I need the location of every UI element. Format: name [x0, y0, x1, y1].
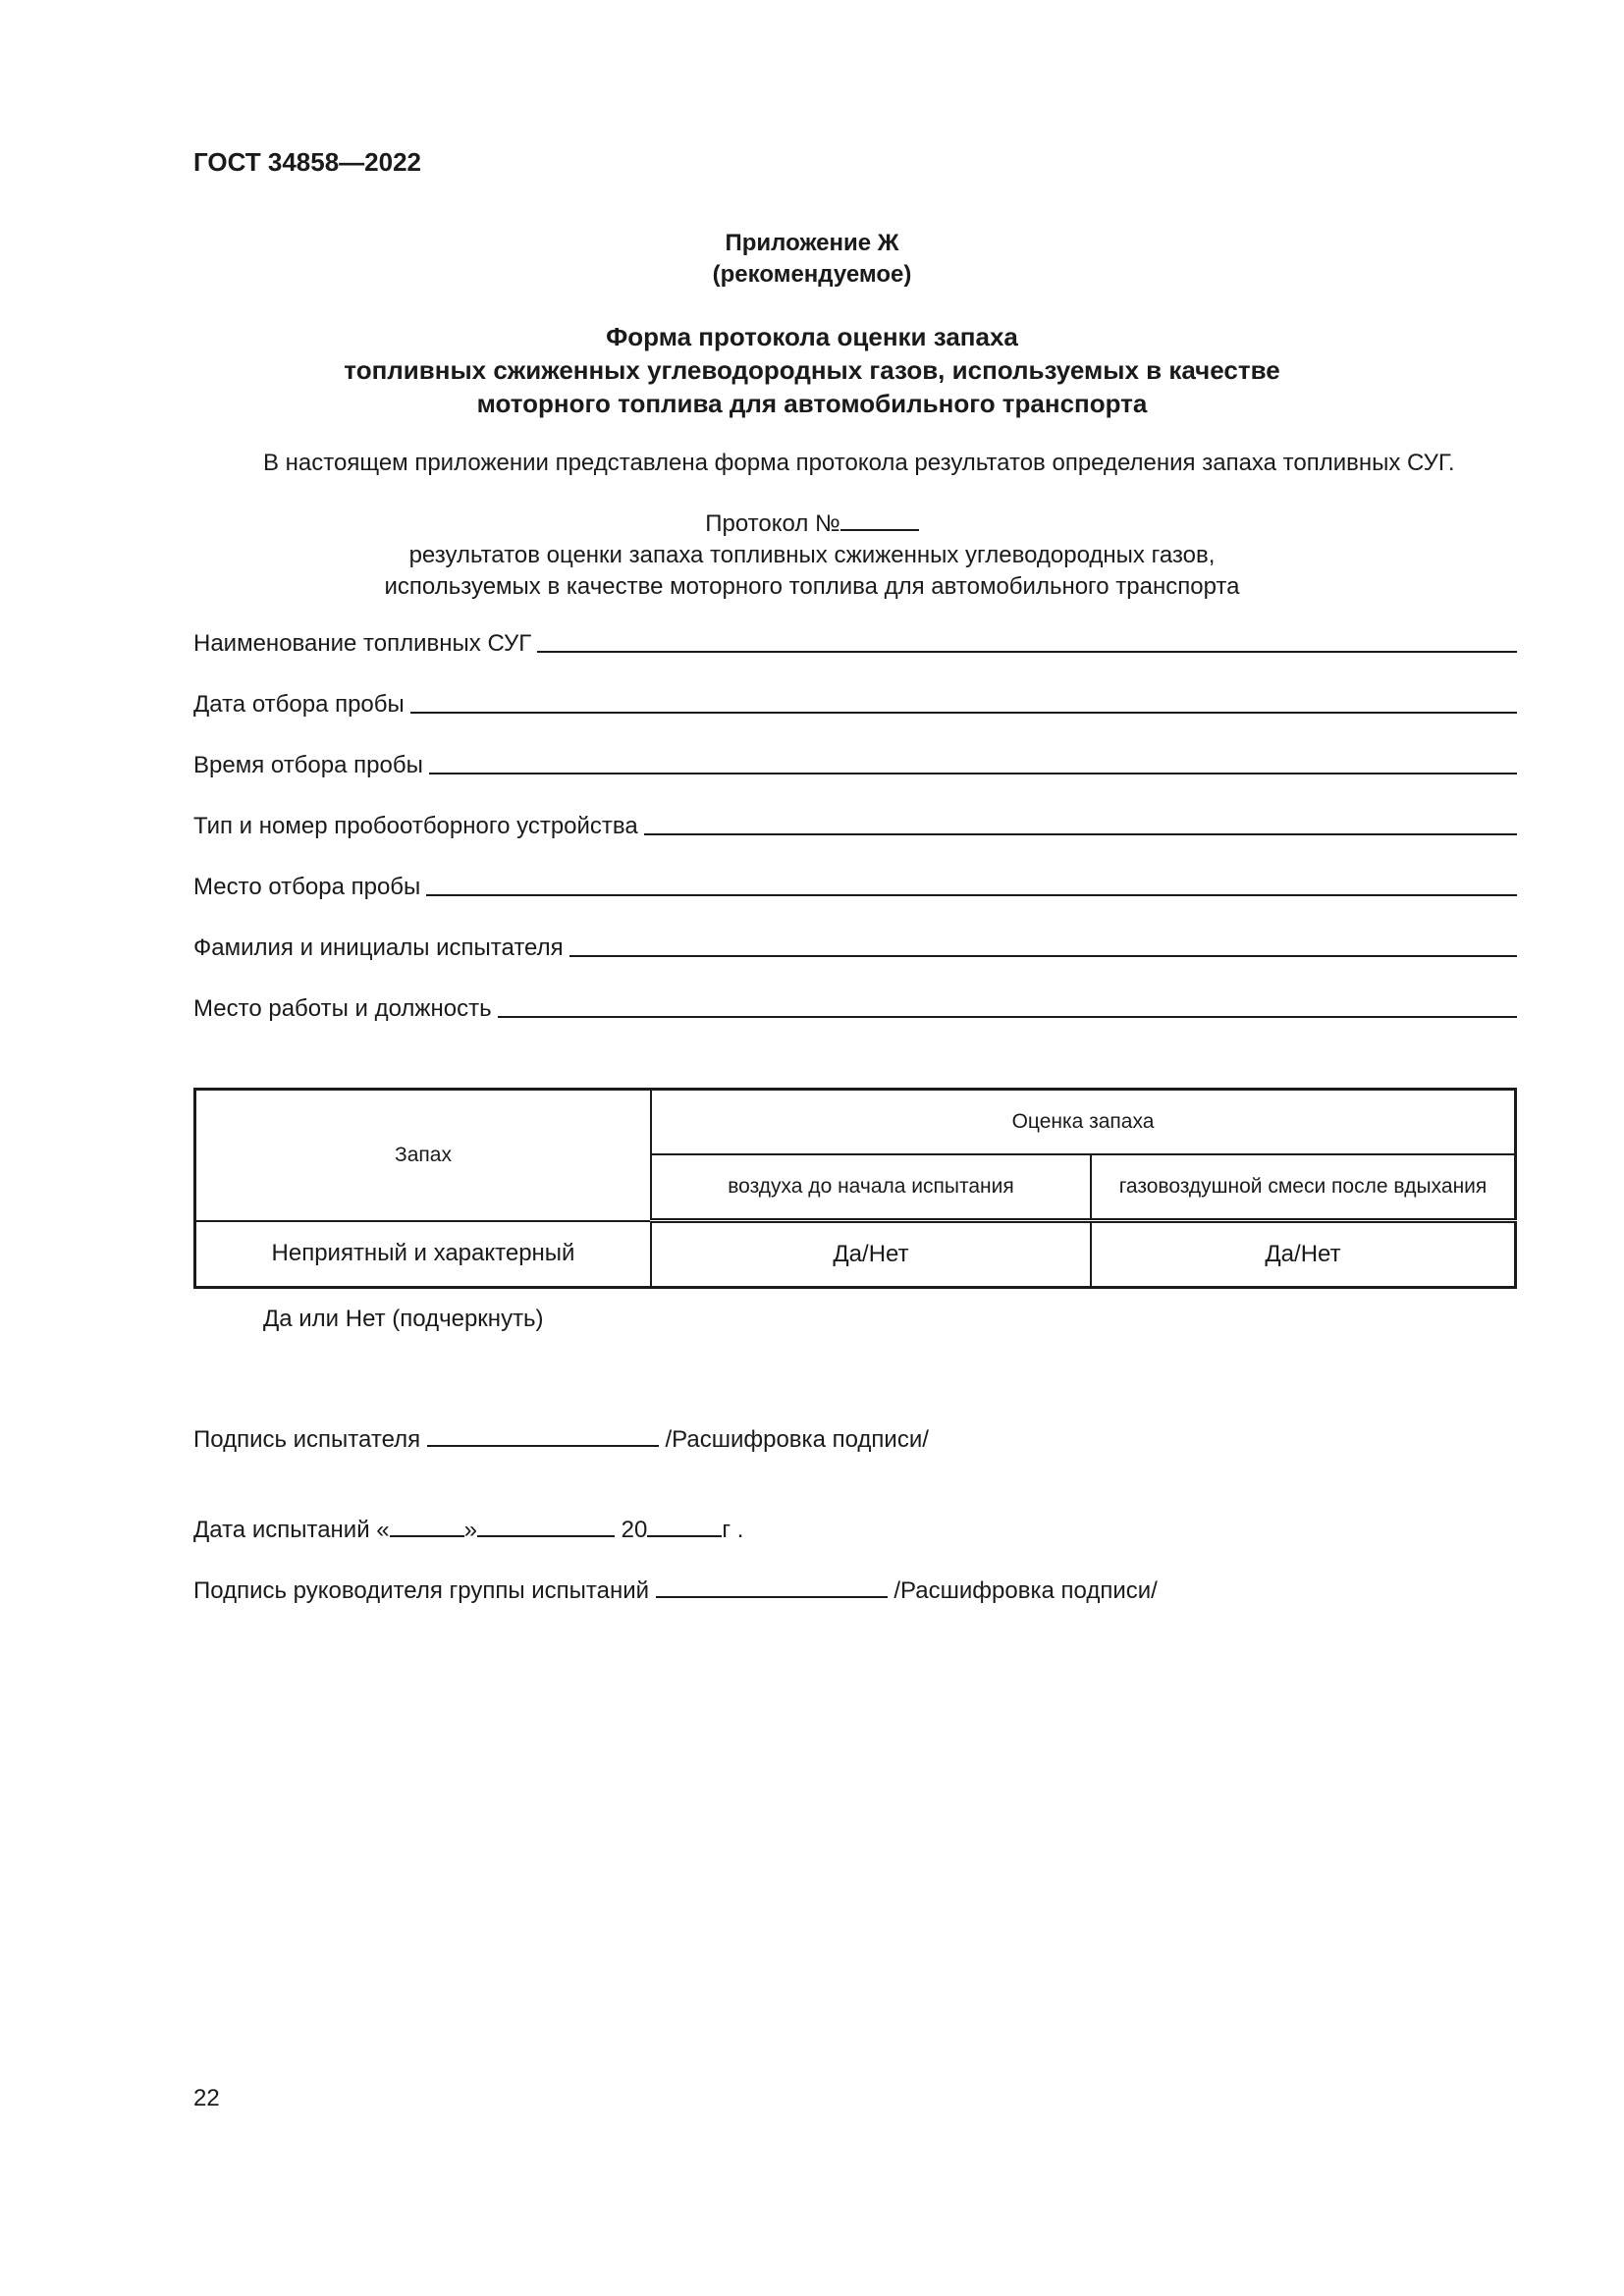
header-smell-assessment: Оценка запаха [651, 1090, 1516, 1155]
field-tester-name [193, 933, 1517, 962]
protocol-line-2: используемых в качестве моторного топлива для автомобильного транспорта [384, 573, 1240, 600]
field-label: Тип и номер пробоотборного устройства [193, 813, 638, 839]
head-signature-field[interactable] [656, 1576, 888, 1598]
protocol-heading [0, 508, 1624, 603]
field-label: Дата отбора пробы [193, 691, 405, 718]
head-signature-row [193, 1576, 1158, 1605]
field-lpg-name [193, 628, 1517, 658]
appendix-type: (рекомендуемое) [712, 261, 912, 288]
tester-signature-row [193, 1425, 929, 1454]
smell-table [193, 1088, 1517, 1289]
field-label: Место работы и должность [193, 995, 492, 1022]
form-title-line-3: моторного топлива для автомобильного транспорта [476, 389, 1148, 418]
field-input-line[interactable] [498, 1016, 1517, 1018]
appendix-heading [0, 228, 1624, 291]
field-label: Время отбора пробы [193, 752, 423, 778]
test-date-label: Дата испытаний « [193, 1517, 390, 1543]
cell-smell: Неприятный и характерный [195, 1221, 652, 1288]
head-signature-decode: /Расшифровка подписи/ [893, 1577, 1158, 1604]
field-input-line[interactable] [429, 773, 1517, 774]
protocol-number-row [0, 508, 1624, 540]
test-date-quote-close: » [463, 1517, 477, 1543]
table-row [195, 1221, 1516, 1288]
head-signature-label: Подпись руководителя группы испытаний [193, 1577, 650, 1604]
header-smell: Запах [195, 1090, 652, 1221]
header-air: воздуха до начала испытания [651, 1154, 1091, 1221]
test-date-year-field[interactable] [647, 1516, 722, 1537]
field-label: Место отбора пробы [193, 874, 421, 900]
cell-air[interactable]: Да/Нет [651, 1221, 1091, 1288]
test-date-year-prefix: 20 [621, 1517, 648, 1543]
field-label: Фамилия и инициалы испытателя [193, 934, 564, 961]
header-gas-mixture: газовоздушной смеси после вдыхания [1091, 1154, 1516, 1221]
table-note: Да или Нет (подчеркнуть) [263, 1306, 544, 1332]
field-sampler-type [193, 811, 1517, 840]
test-date-row [193, 1516, 743, 1544]
cell-gas-mixture[interactable]: Да/Нет [1091, 1221, 1516, 1288]
form-title [0, 320, 1624, 420]
field-label: Наименование топливных СУГ [193, 630, 532, 657]
intro-paragraph: В настоящем приложении представлена форма протокола результатов определения запаха топливных СУГ. [263, 450, 1455, 476]
field-input-line[interactable] [644, 833, 1517, 835]
table-header-row [195, 1090, 1516, 1155]
form-title-line-1: Форма протокола оценки запаха [606, 322, 1018, 351]
protocol-label: Протокол № [705, 510, 840, 537]
field-workplace [193, 993, 1517, 1023]
field-sample-date [193, 689, 1517, 719]
field-sample-time [193, 750, 1517, 779]
test-date-month-field[interactable] [477, 1516, 615, 1537]
test-date-day-field[interactable] [390, 1516, 464, 1537]
tester-signature-label: Подпись испытателя [193, 1426, 421, 1453]
tester-signature-field[interactable] [427, 1425, 659, 1447]
document-code: ГОСТ 34858—2022 [193, 147, 421, 177]
field-input-line[interactable] [410, 712, 1517, 714]
appendix-title: Приложение Ж [725, 230, 899, 256]
field-input-line[interactable] [569, 955, 1517, 957]
field-sample-place [193, 872, 1517, 901]
form-title-line-2: топливных сжиженных углеводородных газов, используемых в качестве [344, 355, 1280, 385]
protocol-number-field[interactable] [840, 509, 919, 531]
protocol-line-1: результатов оценки запаха топливных сжиженных углеводородных газов, [408, 542, 1216, 568]
test-date-year-suffix: г . [722, 1517, 744, 1543]
field-input-line[interactable] [426, 894, 1517, 896]
field-input-line[interactable] [537, 651, 1517, 653]
page-number: 22 [193, 2085, 220, 2111]
tester-signature-decode: /Расшифровка подписи/ [665, 1426, 929, 1453]
